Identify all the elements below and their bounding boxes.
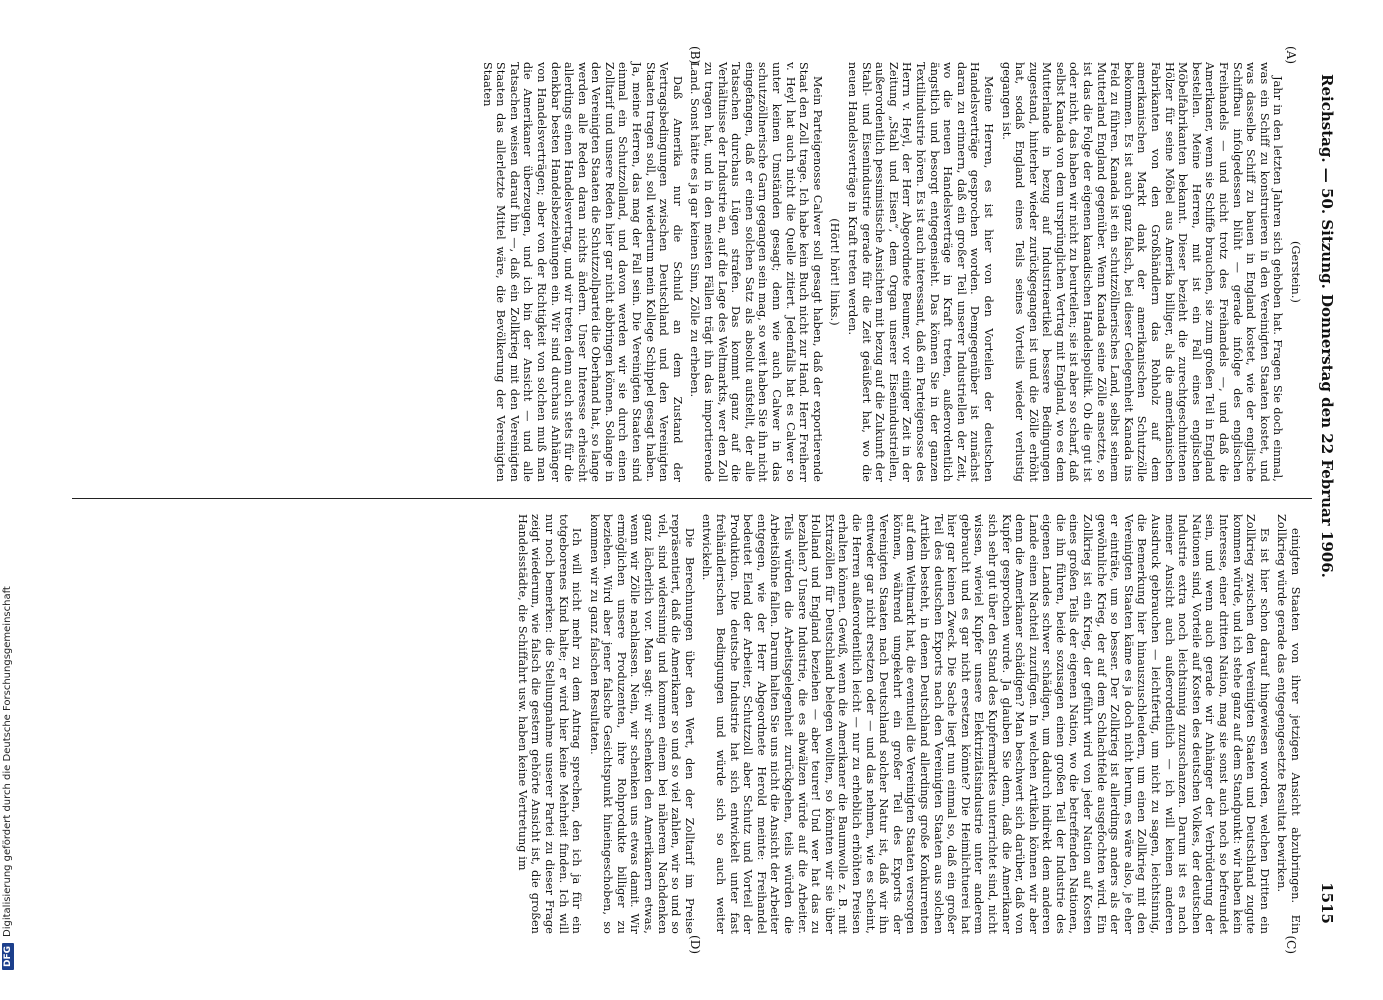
left-paragraph: Meine Herren, es ist hier von den Vorteilen der deutschen Handelsverträge gesprochen worden. Demgegenüber ist zunächst daran zu erinnern, daß ein großer Teil unserer Industriellen der Zeit, wo die neuen Handelsverträge in Kraft treten, außerordentlich ängstlich und besorgt entgegensieht. Das können Sie in der ganzen Textilindustrie hören. Es ist auch interessant, daß ein Parteigenosse des Herrn v. Heyl, der Herr Abgeordnete Beumer, vor einiger Zeit in der Zeitung „Stahl und Eisen“, dem Organ unserer Eisenindustriellen, außerordentlich pessimistische Ansichten mit bezug auf die Zukunft der Stahl- und Eisenindustrie gerade für die Zeit geäußert hat, wo die neuen Handelsverträge in Kraft treten werden. (846, 62, 995, 482)
marker-c: (C) (1284, 935, 1298, 954)
marker-d: (D) (688, 935, 702, 954)
rotated-content (42, 44, 1342, 954)
dfg-logo-icon: DFG (2, 943, 14, 970)
speaker-label: (Gerstein.) (1289, 241, 1302, 303)
right-paragraph: Ich will nicht mehr zu dem Antrag sprechen, den ich ja für ein totgeborenes Kind halte; er wird hier keine Mehrheit finden. Ich will nur noch bemerken: die Stellungnahme unserer Partei zu dieser Frage zeigt wiederum, wie falsch die gestern gehörte Ansicht ist, die großen Handelsstädte, die Schiffahrt usw. haben keine Vertretung im (515, 514, 584, 934)
marker-a: (A) (1284, 46, 1298, 65)
column-left (72, 62, 1302, 482)
left-paragraph: Mein Parteigenosse Calwer soll gesagt haben, daß der exportierende Staat den Zoll trage. Ich habe kein Buch nicht zur Hand. Herr Freiherr v. Heyl hat auch nicht die Quelle zitiert. Jedenfalls hat es Calwer so unter keinen Umständen gesagt; denn wie auch Calwer in das schutzzöllnerische Garn gegangen sein mag, so weit haben Sie ihn nicht eingefangen, daß er einen solchen Satz als absolut aufstellt, der alle Tatsachen durchaus Lügen strafen. Das kommt ganz auf die Verhältnisse der Industrie an, auf die Lage des Weltmarkts, wer den Zoll zu tragen hat, und in den meisten Fällen trägt ihn das importierende Land. Sonst hätte es ja gar keinen Sinn, Zölle zu erheben. (688, 62, 824, 482)
interjection: (Hört! hört! links.) (828, 218, 842, 326)
right-paragraph: einigten Staaten von ihrer jetzigen Ansicht abzubringen. Ein Zollkrieg würde gerade das entgegengesetzte Resultat bewirken. (1275, 514, 1302, 934)
header-title: Reichstag. — 50. Sitzung. Donnerstag den 22 Februar 1906. (1318, 74, 1336, 578)
page-header (1310, 74, 1336, 924)
digitalization-text: Digitalisierung gefördert durch die Deutsche Forschungsgemeinschaft (2, 586, 13, 937)
column-divider (72, 498, 1312, 499)
right-paragraph: Die Berechnungen über den Wert, den der Zolltarif im Preise repräsentiert, daß die Amerikaner so und so viel zahlen, wir so und so viel, sind widersinnig und kommen einem bei näherem Nachdenken ganz lächerlich vor. Man sagt: wir schenken den Amerikanern etwas, wenn wir Zölle nachlassen. Nein, wir schenken uns etwas damit. Wir ermöglichen unsere Produzenten, ihre Rohprodukte billiger zu beziehen. Wird aber jener falsche Gesichtspunkt hineingeschoben, so kommen wir zu ganz falschen Resultaten. (587, 514, 696, 934)
newspaper-page (42, 44, 1342, 954)
left-paragraph: Daß Amerika nur die Schuld an dem Zustand der Vertragsbedingungen zwischen Deutschland und den Vereinigten Staaten tragen soll, soll wiederum mein Kollege Schippel gesagt haben. Ja, meine Herren, das mag der Fall sein. Die Vereinigten Staaten sind einmal ein Schutzzolland, und davon werden wir sie durch einen Zolltarif und unsere Reden hier gar nicht abbringen können. Solange in den Vereinigten Staaten die Schutzzollpartei die Oberhand hat, so lange werden alle Reden daran nichts ändern. Unser Interesse erheischt allerdings einen Handelsvertrag, und wir treten denn auch stets für die denkbar besten Handelsbeziehungen ein. Wir sind durchaus Anhänger von Handelsverträgen; aber von der Richtigkeit von solchen muß man die Amerikaner überzeugen, und ich bin der Ansicht — und alle Tatsachen weisen darauf hin —, daß ein Zollkrieg mit den Vereinigten Staaten das allerletzte Mittel wäre, die Bevölkerung der Vereinigten Staaten (480, 62, 684, 482)
left-paragraph: Jahr in den letzten Jahren sich gehoben hat. Fragen Sie doch einmal, was ein Schiff zu konstruieren in den Vereinigten Staaten kostet, und was dasselbe Schiff zu bauen in England kostet, wie der englische Schiffbau infolgedessen blüht — gerade infolge des englischen Freihandels — und nicht trotz des Freihandels —, und daß die Amerikaner, wenn sie Schiffe brauchen, sie zum großen Teil in England bestellen. Meine Herren, mit ist ein Fall eines englischen Möbelfabrikanten bekannt. Dieser bezieht die zurechtgeschnittenen Hölzer für seine Möbel aus Amerika billiger, als die amerikanischen Fabrikanten von den Großhändlern das Rohholz auf dem amerikanischen Markt dank der amerikanischen Schutzzölle bekommen. Es ist auch ganz falsch, bei dieser Gelegenheit Kanada ins Feld zu führen. Kanada ist ein schutzzöllnerisches Land, selbst seinem Mutterland England gegenüber. Wenn Kanada seine Zölle ansetzte, so ist das die Folge der eigenen kanadischen Handelspolitik. Ob die gut ist oder nicht, das haben wir nicht zu beurteilen; sie ist aber so scharf, daß selbst Kanada von dem ursprünglichen Vertrag mit England, wo es dem Mutterlande in bezug auf Industrieartikel bessere Bedingungen zugestand, hinterher wieder zurückgegangen ist und die Zölle erhöht hat, sodaß England eines Teils seines Vorteils wieder verlustig gegangen ist. (999, 62, 1285, 482)
right-paragraph: Es ist hier schon darauf hingewiesen worden, welchen Dritten ein Zollkrieg zwischen den Vereinigten Staaten und Deutschland zugute kommen würde, und ich stehe ganz auf dem Standpunkt: wir haben kein Interesse, einer dritten Nation, mag sie sonst auch noch so befreundet sein, und wenn auch gerade wir Anhänger der Verbrüderung der Nationen sind, Vorteile auf Kosten des deutschen Volkes, der deutschen Industrie extra noch leichtsinnig zuzuschanzen. Darum ist es nach meiner Ansicht auch außerordentlich — ich will keinen anderen Ausdruck gebrauchen — leichtfertig, um nicht zu sagen, leichtsinnig, die Bemerkung hier hinauszuschleudern, um einen Zollkrieg mit den Vereinigten Staaten käme es ja doch nicht herum, es wäre also, je eher er einträte, um so besser. Der Zollkrieg ist allerdings anders als der gewöhnliche Krieg, der auf dem Schlachtfelde ausgefochten wird. Ein Zollkrieg ist ein Krieg, der geführt wird von jeder Nation auf Kosten eines großen Teils der eigenen Nation, wo die betreffenden Nationen, die ihn führen, beide sozusagen einen großen Teil der Industrie des eigenen Landes schwer schädigen, um dadurch indirekt dem anderen Lande einen Nachteil zuzufügen. In welchen Artikeln können wir aber denn die Amerikaner schädigen? Man beschwert sich darüber, daß von Kupfer gesprochen wurde. Ja glauben Sie denn, daß die Amerikaner sich sehr gut über den Stand des Kupfermarktes unterrichtet sind, nicht wissen, wieviel Kupfer unsere Elektrizitätsindustrie unter anderem gebraucht und es gar nicht ersetzen könnte? Die Heimlichtuerei hat hier gar keinen Zweck. Die Sache liegt nun einmal so, daß ein großer Teil des deutschen Exports nach den Vereinigten Staaten aus solchen Artikeln besteht, in denen Deutschland allerdings große Konkurrenten auf dem Weltmarkt hat, die eventuell die Vereinigten Staaten versorgen können, während umgekehrt ein großer Teil des Exports der Vereinigten Staaten nach Deutschland solcher Natur ist, daß wir ihn entweder gar nicht ersetzen oder — und das nehmen, wie es scheint, die Herren außerordentlich leicht — nur zu erheblich erhöhten Preisen erhalten können. Gewiß, wenn die Amerikaner die Baumwolle z. B. mit Extrazöllen für Deutschland belegen wollten, so könnten wir sie über Holland und England beziehen — aber teurer! Und wer hat das zu bezahlen? Unsere Industrie, die es abwälzen würde auf die Arbeiter. Teils würden die Arbeitsgelegenheit zurückgehen, teils würden die Arbeitslöhne fallen. Darum halten Sie uns nicht die Ansicht der Arbeiter entgegen, wie der Herr Abgeordnete Herold meinte: Freihandel bedeutet Elend der Arbeiter, Schutzzoll aber Schutz und Vorteil der Produktion. Die deutsche Industrie hat sich entwickelt unter fast freihändlerischen Bedingungen und würde sich so auch weiter entwickeln. (700, 514, 1271, 934)
digitalization-note (2, 0, 20, 1000)
column-right (72, 514, 1302, 934)
marker-b: (B) (688, 46, 702, 65)
page-number: 1515 (1318, 882, 1336, 924)
